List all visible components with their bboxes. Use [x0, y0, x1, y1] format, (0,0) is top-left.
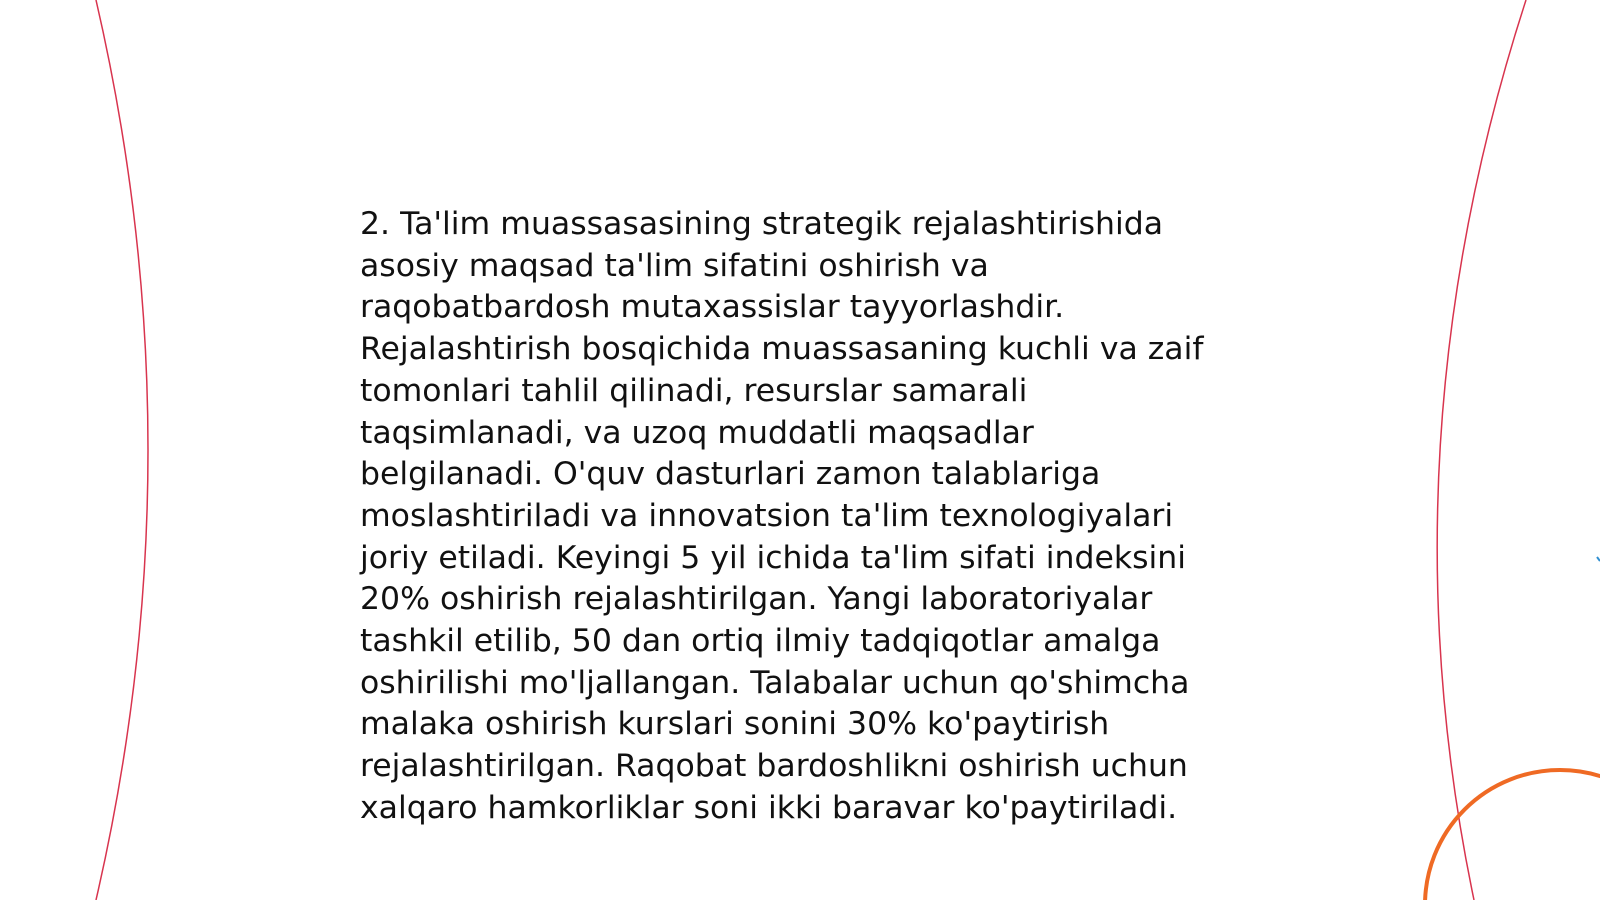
left-arc-line: [96, 0, 148, 900]
body-paragraph: 2. Ta'lim muassasasining strategik rejalashtirishida asosiy maqsad ta'lim sifatini oshirish va raqobatbardosh mutaxassislar tayyorlashdir. Rejalashtirish bosqichida muassasaning kuchli va zaif tomonlari tahlil qilinadi, resurslar samarali taqsimlanadi, va uzoq muddatli maqsadlar belgilanadi. O'quv dasturlari zamon talablariga moslashtiriladi va innovatsion ta'lim texnologiyalari joriy etiladi. Keyingi 5 yil ichida ta'lim sifati indeksini 20% oshirish rejalashtirilgan. Yangi laboratoriyalar tashkil etilib, 50 dan ortiq ilmiy tadqiqotlar amalga oshirilishi mo'ljallangan. Talabalar uchun qo'shimcha malaka oshirish kurslari sonini 30% ko'paytirish rejalashtirilgan. Raqobat bardoshlikni oshirish uchun xalqaro hamkorliklar soni ikki baravar ko'paytiriladi.: [360, 206, 1204, 826]
right-arc-line: [1437, 0, 1526, 900]
orange-circle-arc: [1425, 770, 1600, 900]
